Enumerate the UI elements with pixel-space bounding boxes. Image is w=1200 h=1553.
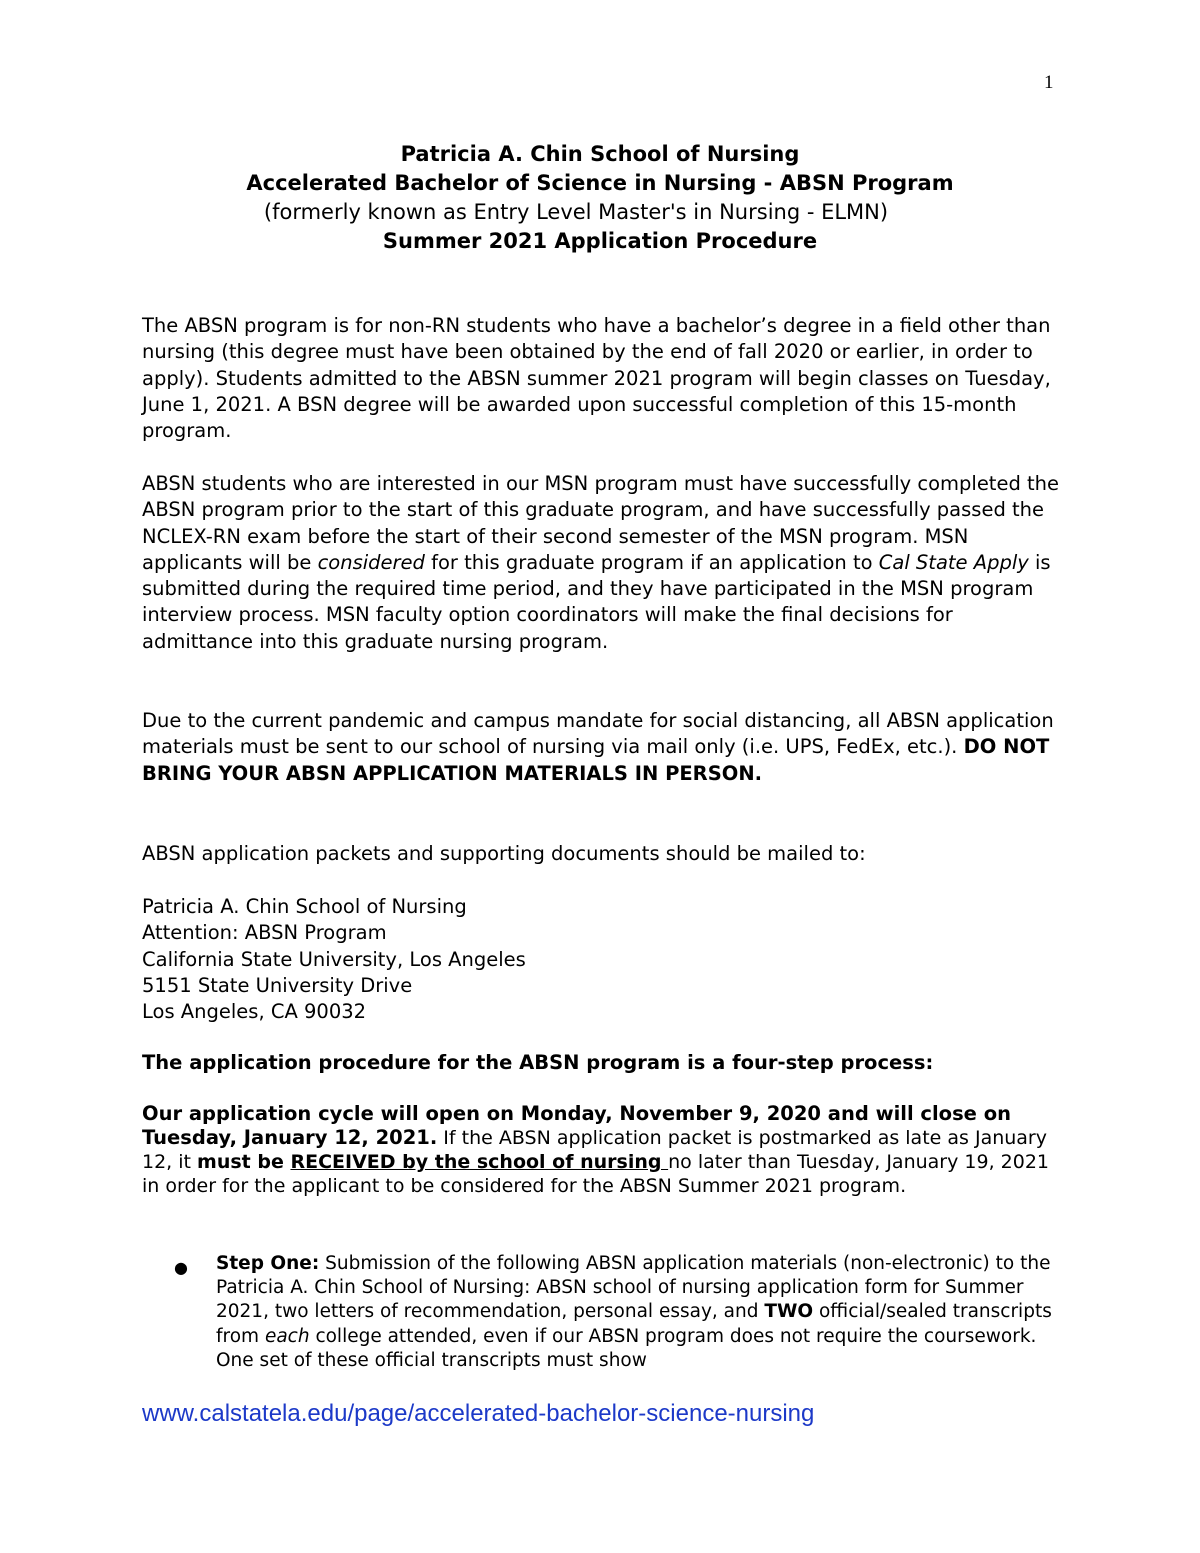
mailing-paragraph [142,841,1062,867]
footer-website-link[interactable]: www.calstatela.edu/page/accelerated-bachelor-science-nursing [142,1400,815,1427]
procedure-heading-text: The application procedure for the ABSN program is a four-step process: [142,1051,934,1074]
cycle-must-be: must be [197,1151,291,1173]
step-one-text-1: Submission of the following ABSN application materials (non-electronic) to the Patricia A. Chin School of Nursing: ABSN school of nursing application form for Summer 2021, two letters of recommendation, personal essay, and [216,1253,1051,1323]
pandemic-paragraph [142,708,1062,787]
procedure-heading [142,1050,1062,1076]
address-line: Patricia A. Chin School of Nursing [142,895,467,918]
intro-paragraph [142,313,1062,444]
cycle-text-2: no later than Tuesday, January 19, 2021 in order for the applicant to be considered for the ABSN Summer 2021 program. [142,1151,1049,1197]
address-line: California State University, Los Angeles [142,947,526,971]
msn-italic-considered: considered [317,550,425,574]
procedure-title: Summer 2021 Application Procedure [382,229,818,253]
pandemic-warning: DO NOT BRING YOUR ABSN APPLICATION MATERIALS IN PERSON. [142,735,1050,785]
msn-text-3: is submitted during the required time period, and they have participated in the MSN program interview process. MSN faculty option coordinators will make the final decisions for admittance into this graduate nursing program. [142,550,1051,653]
formerly-known-as: (formerly known as Entry Level Master's in Nursing - ELMN) [263,200,889,224]
msn-paragraph [142,471,1062,655]
document-header [0,140,1200,256]
bullet-icon: ● [174,1258,188,1277]
step-one-each: each [264,1325,310,1347]
step-one-two: TWO [764,1301,814,1323]
intro-text: The ABSN program is for non-RN students who have a bachelor’s degree in a field other than nursing (this degree must have been obtained by the end of fall 2020 or earlier, in order to apply). Students admitted to the ABSN summer 2021 program will begin classes on Tuesday, June 1, 2021. A BSN degree will be awarded upon successful completion of this 15-month program. [142,314,1051,443]
mailing-address [142,894,1062,1025]
address-line: Attention: ABSN Program [142,921,387,945]
cycle-dates: Our application cycle will open on Monday, November 9, 2020 and will close on Tuesday, January 12, 2021. [142,1102,1011,1149]
step-one-label: Step One: [216,1253,320,1274]
pandemic-text: Due to the current pandemic and campus mandate for social distancing, all ABSN application materials must be sent to our school of nursing via mail only (i.e. UPS, FedEx, etc.). [142,709,1054,759]
step-one-list-item [174,1252,1064,1373]
address-line: Los Angeles, CA 90032 [142,1000,367,1024]
msn-italic-cal-state-apply: Cal State Apply [878,550,1029,574]
page-number: 1 [1044,72,1054,93]
school-title: Patricia A. Chin School of Nursing [400,142,800,166]
address-line: 5151 State University Drive [142,973,413,997]
step-one-text-2: official/sealed transcripts from [216,1301,1052,1347]
msn-text-1: ABSN students who are interested in our MSN program must have successfully completed the ABSN program prior to the start of this graduate program, and have successfully passed the NCLEX-RN exam before the start of their second semester of the MSN program. MSN applicants will be [142,472,1060,574]
application-cycle-paragraph [142,1102,1062,1198]
cycle-received: RECEIVED by the school of nursing [290,1151,669,1173]
msn-text-2: for this graduate program if an application to [424,550,879,574]
step-one-text-3: college attended, even if our ABSN program does not require the coursework. One set of these official transcripts must show [216,1325,1037,1371]
program-title: Accelerated Bachelor of Science in Nursing - ABSN Program [246,171,954,195]
cycle-text-1: If the ABSN application packet is postmarked as late as January 12, it [142,1127,1047,1173]
mailing-text: ABSN application packets and supporting documents should be mailed to: [142,842,866,865]
